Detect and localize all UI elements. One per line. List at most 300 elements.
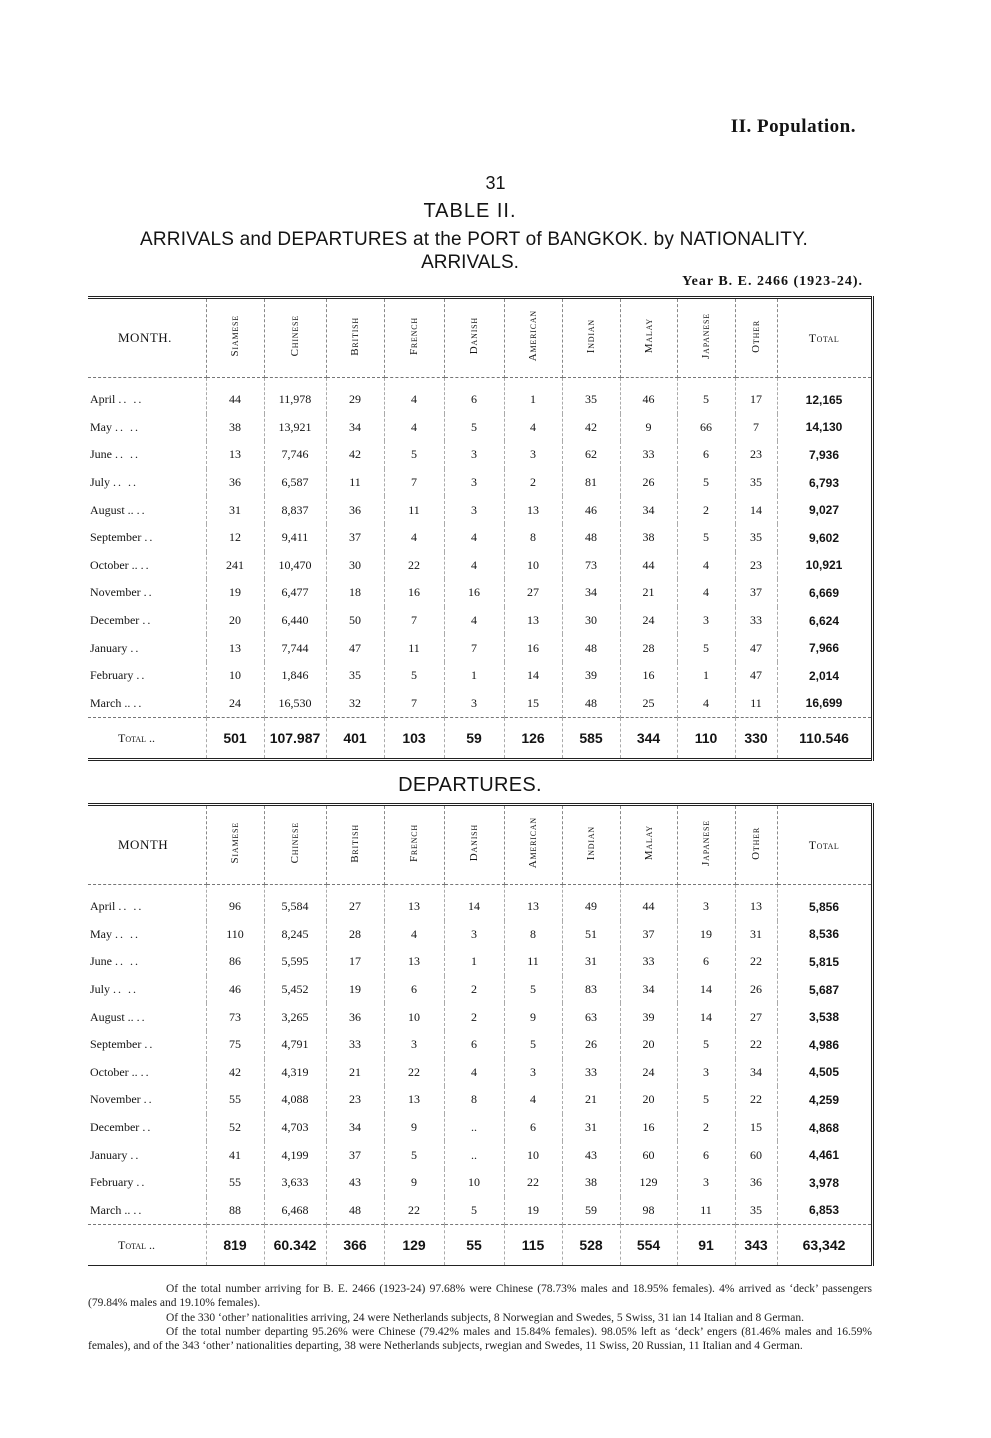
cell-chinese: 6,440	[264, 607, 326, 635]
cell-japanese: 5	[677, 1031, 735, 1059]
month-cell	[88, 552, 206, 580]
cell-british: 43	[326, 1169, 384, 1197]
departures-table-body	[88, 805, 872, 1266]
cell-british: 50	[326, 607, 384, 635]
cell-british: 27	[326, 885, 384, 921]
total-other: 330	[735, 718, 777, 760]
column-header-french: French	[384, 298, 444, 378]
column-header-other: Other	[735, 298, 777, 378]
cell-indian: 30	[562, 607, 620, 635]
table-row	[88, 1114, 872, 1142]
cell-siamese: 55	[206, 1169, 264, 1197]
cell-indian: 31	[562, 1114, 620, 1142]
cell-british: 48	[326, 1197, 384, 1225]
cell-other: 34	[735, 1059, 777, 1087]
cell-chinese: 8,837	[264, 496, 326, 524]
month-label: August ..	[90, 502, 134, 517]
leader-dots: .. ..	[113, 982, 139, 997]
cell-chinese: 7,746	[264, 441, 326, 469]
cell-siamese: 46	[206, 976, 264, 1004]
month-label: May	[90, 419, 112, 434]
month-cell	[88, 976, 206, 1004]
departures-header-row	[88, 805, 872, 885]
table-row	[88, 1141, 872, 1169]
cell-malay: 24	[620, 1059, 677, 1087]
month-label: December	[90, 613, 140, 628]
cell-indian: 46	[562, 496, 620, 524]
leader-dots: .. ..	[115, 954, 140, 969]
cell-danish: 10	[444, 1169, 504, 1197]
table-row	[88, 378, 872, 414]
cell-chinese: 5,584	[264, 885, 326, 921]
month-cell	[88, 579, 206, 607]
grand-total: 110.546	[777, 718, 872, 760]
cell-malay: 20	[620, 1086, 677, 1114]
cell-british: 33	[326, 1031, 384, 1059]
cell-chinese: 6,587	[264, 469, 326, 497]
column-header-siamese: Siamese	[206, 298, 264, 378]
cell-malay: 16	[620, 1114, 677, 1142]
cell-indian: 42	[562, 414, 620, 442]
month-cell	[88, 1197, 206, 1225]
total-japanese: 110	[677, 718, 735, 760]
cell-other: 47	[735, 662, 777, 690]
month-label: October ..	[90, 557, 138, 572]
table-row	[88, 1031, 872, 1059]
column-header-indian: Indian	[562, 298, 620, 378]
cell-malay: 60	[620, 1141, 677, 1169]
cell-indian: 63	[562, 1003, 620, 1031]
totals-label: Total ..	[88, 1225, 206, 1266]
cell-french: 4	[384, 414, 444, 442]
month-cell	[88, 1059, 206, 1087]
cell-british: 36	[326, 1003, 384, 1031]
table-row	[88, 634, 872, 662]
cell-danish: ..	[444, 1114, 504, 1142]
cell-japanese: 3	[677, 1059, 735, 1087]
month-label: June	[90, 954, 112, 969]
cell-american: 4	[504, 414, 562, 442]
month-cell	[88, 634, 206, 662]
cell-siamese: 75	[206, 1031, 264, 1059]
cell-japanese: 5	[677, 524, 735, 552]
cell-siamese: 110	[206, 921, 264, 949]
cell-malay: 24	[620, 607, 677, 635]
cell-japanese: 5	[677, 378, 735, 414]
total-american: 115	[504, 1225, 562, 1266]
cell-total: 4,505	[777, 1059, 872, 1087]
cell-chinese: 9,411	[264, 524, 326, 552]
column-header-japanese: Japanese	[677, 805, 735, 885]
cell-chinese: 8,245	[264, 921, 326, 949]
month-label: November	[90, 1092, 141, 1107]
cell-chinese: 3,633	[264, 1169, 326, 1197]
cell-malay: 21	[620, 579, 677, 607]
column-header-danish: Danish	[444, 805, 504, 885]
leader-dots: ..	[136, 668, 147, 683]
month-cell	[88, 524, 206, 552]
cell-siamese: 19	[206, 579, 264, 607]
cell-british: 29	[326, 378, 384, 414]
month-label: July	[90, 475, 111, 490]
cell-total: 4,868	[777, 1114, 872, 1142]
column-header-malay: Malay	[620, 298, 677, 378]
cell-british: 35	[326, 662, 384, 690]
cell-japanese: 2	[677, 496, 735, 524]
cell-french: 4	[384, 921, 444, 949]
cell-american: 19	[504, 1197, 562, 1225]
cell-indian: 48	[562, 634, 620, 662]
cell-other: 26	[735, 976, 777, 1004]
month-label: April	[90, 392, 116, 407]
cell-american: 8	[504, 921, 562, 949]
year-line: Year B. E. 2466 (1923-24).	[682, 274, 863, 289]
cell-chinese: 4,703	[264, 1114, 326, 1142]
month-cell	[88, 378, 206, 414]
month-label: October ..	[90, 1064, 138, 1079]
cell-other: 7	[735, 414, 777, 442]
cell-malay: 34	[620, 496, 677, 524]
cell-american: 16	[504, 634, 562, 662]
cell-japanese: 3	[677, 607, 735, 635]
cell-danish: 1	[444, 948, 504, 976]
cell-siamese: 55	[206, 1086, 264, 1114]
cell-other: 23	[735, 552, 777, 580]
cell-total: 6,793	[777, 469, 872, 497]
total-american: 126	[504, 718, 562, 760]
cell-total: 6,624	[777, 607, 872, 635]
total-indian: 585	[562, 718, 620, 760]
cell-indian: 31	[562, 948, 620, 976]
table-row	[88, 921, 872, 949]
cell-total: 12,165	[777, 378, 872, 414]
month-label: January	[90, 1147, 128, 1162]
cell-other: 23	[735, 441, 777, 469]
cell-indian: 26	[562, 1031, 620, 1059]
cell-french: 16	[384, 579, 444, 607]
cell-danish: 6	[444, 1031, 504, 1059]
cell-other: 47	[735, 634, 777, 662]
table-row	[88, 885, 872, 921]
cell-british: 23	[326, 1086, 384, 1114]
table-row	[88, 1059, 872, 1087]
column-header-malay: Malay	[620, 805, 677, 885]
footnote-departures: Of the total number departing 95.26% were Chinese (79.42% males and 15.84% females). 98.05% left as ‘deck’ engers (81.46% males and 16.59% females), and of the 343 ‘other’ nationalities departing, 38 were Netherlands subjects, rwegian and Swedes, 11 Swiss, 20 Russian, 11 Italian and 4 German.	[88, 1325, 872, 1353]
cell-chinese: 4,088	[264, 1086, 326, 1114]
cell-french: 5	[384, 441, 444, 469]
cell-danish: ..	[444, 1141, 504, 1169]
cell-other: 35	[735, 524, 777, 552]
month-cell	[88, 948, 206, 976]
departures-subtitle: DEPARTURES.	[398, 774, 542, 796]
cell-american: 14	[504, 662, 562, 690]
cell-other: 35	[735, 469, 777, 497]
cell-danish: 4	[444, 524, 504, 552]
cell-total: 9,602	[777, 524, 872, 552]
grand-total: 63,342	[777, 1225, 872, 1266]
cell-american: 5	[504, 976, 562, 1004]
cell-danish: 2	[444, 1003, 504, 1031]
cell-other: 15	[735, 1114, 777, 1142]
cell-siamese: 241	[206, 552, 264, 580]
total-chinese: 60.342	[264, 1225, 326, 1266]
leader-dots: .. ..	[118, 392, 144, 407]
total-japanese: 91	[677, 1225, 735, 1266]
table-row	[88, 1003, 872, 1031]
month-column-header: MONTH	[88, 805, 206, 885]
cell-japanese: 4	[677, 579, 735, 607]
total-column-header: Total	[777, 805, 872, 885]
cell-chinese: 4,791	[264, 1031, 326, 1059]
cell-danish: 3	[444, 469, 504, 497]
cell-chinese: 10,470	[264, 552, 326, 580]
cell-siamese: 12	[206, 524, 264, 552]
month-cell	[88, 1169, 206, 1197]
cell-total: 2,014	[777, 662, 872, 690]
cell-indian: 38	[562, 1169, 620, 1197]
cell-british: 11	[326, 469, 384, 497]
total-french: 129	[384, 1225, 444, 1266]
cell-malay: 16	[620, 662, 677, 690]
cell-siamese: 38	[206, 414, 264, 442]
month-label: December	[90, 1120, 140, 1135]
cell-malay: 26	[620, 469, 677, 497]
total-other: 343	[735, 1225, 777, 1266]
cell-japanese: 1	[677, 662, 735, 690]
leader-dots: .. ..	[118, 899, 144, 914]
cell-american: 13	[504, 607, 562, 635]
cell-total: 3,978	[777, 1169, 872, 1197]
cell-total: 6,669	[777, 579, 872, 607]
cell-japanese: 14	[677, 1003, 735, 1031]
cell-american: 6	[504, 1114, 562, 1142]
total-malay: 344	[620, 718, 677, 760]
cell-japanese: 3	[677, 885, 735, 921]
month-label: January	[90, 640, 128, 655]
cell-american: 11	[504, 948, 562, 976]
cell-siamese: 31	[206, 496, 264, 524]
table-row	[88, 1086, 872, 1114]
month-label: March ..	[90, 1202, 131, 1217]
cell-indian: 49	[562, 885, 620, 921]
total-indian: 528	[562, 1225, 620, 1266]
cell-total: 6,853	[777, 1197, 872, 1225]
leader-dots: ..	[142, 613, 153, 628]
cell-malay: 9	[620, 414, 677, 442]
total-french: 103	[384, 718, 444, 760]
cell-japanese: 6	[677, 441, 735, 469]
cell-french: 22	[384, 552, 444, 580]
leader-dots: .. ..	[115, 926, 140, 941]
cell-chinese: 7,744	[264, 634, 326, 662]
cell-french: 10	[384, 1003, 444, 1031]
total-danish: 59	[444, 718, 504, 760]
arrivals-table	[88, 296, 874, 761]
cell-american: 10	[504, 1141, 562, 1169]
cell-indian: 21	[562, 1086, 620, 1114]
cell-siamese: 41	[206, 1141, 264, 1169]
cell-french: 9	[384, 1169, 444, 1197]
cell-japanese: 4	[677, 552, 735, 580]
cell-malay: 34	[620, 976, 677, 1004]
table-row	[88, 690, 872, 718]
cell-british: 30	[326, 552, 384, 580]
cell-malay: 44	[620, 885, 677, 921]
month-label: March ..	[90, 695, 131, 710]
cell-other: 35	[735, 1197, 777, 1225]
cell-british: 42	[326, 441, 384, 469]
month-cell	[88, 414, 206, 442]
cell-total: 7,936	[777, 441, 872, 469]
leader-dots: ..	[133, 1202, 144, 1217]
month-label: July	[90, 982, 111, 997]
table-row	[88, 441, 872, 469]
cell-other: 22	[735, 1031, 777, 1059]
month-cell	[88, 1114, 206, 1142]
cell-chinese: 1,846	[264, 662, 326, 690]
cell-siamese: 42	[206, 1059, 264, 1087]
cell-danish: 4	[444, 607, 504, 635]
cell-total: 5,687	[777, 976, 872, 1004]
cell-danish: 4	[444, 1059, 504, 1087]
cell-malay: 28	[620, 634, 677, 662]
cell-total: 8,536	[777, 921, 872, 949]
cell-indian: 51	[562, 921, 620, 949]
month-label: September	[90, 530, 142, 545]
cell-malay: 33	[620, 441, 677, 469]
table-row	[88, 414, 872, 442]
cell-japanese: 5	[677, 469, 735, 497]
cell-french: 22	[384, 1197, 444, 1225]
cell-chinese: 6,477	[264, 579, 326, 607]
column-header-french: French	[384, 805, 444, 885]
cell-american: 3	[504, 441, 562, 469]
table-row	[88, 948, 872, 976]
month-cell	[88, 690, 206, 718]
cell-american: 8	[504, 524, 562, 552]
leader-dots: ..	[136, 1009, 147, 1024]
page-number: 31	[485, 173, 506, 193]
cell-malay: 98	[620, 1197, 677, 1225]
departures-table	[88, 803, 874, 1266]
cell-malay: 20	[620, 1031, 677, 1059]
cell-american: 3	[504, 1059, 562, 1087]
cell-american: 4	[504, 1086, 562, 1114]
table-row	[88, 496, 872, 524]
leader-dots: ..	[133, 695, 144, 710]
cell-danish: 3	[444, 441, 504, 469]
cell-indian: 34	[562, 579, 620, 607]
cell-malay: 39	[620, 1003, 677, 1031]
cell-danish: 8	[444, 1086, 504, 1114]
table-row	[88, 469, 872, 497]
total-british: 401	[326, 718, 384, 760]
cell-siamese: 13	[206, 441, 264, 469]
cell-french: 7	[384, 469, 444, 497]
cell-french: 6	[384, 976, 444, 1004]
cell-other: 60	[735, 1141, 777, 1169]
column-header-siamese: Siamese	[206, 805, 264, 885]
cell-other: 11	[735, 690, 777, 718]
cell-japanese: 2	[677, 1114, 735, 1142]
cell-siamese: 86	[206, 948, 264, 976]
totals-label: Total ..	[88, 718, 206, 760]
cell-british: 34	[326, 1114, 384, 1142]
cell-american: 2	[504, 469, 562, 497]
cell-danish: 7	[444, 634, 504, 662]
cell-chinese: 16,530	[264, 690, 326, 718]
cell-danish: 4	[444, 552, 504, 580]
total-chinese: 107.987	[264, 718, 326, 760]
cell-chinese: 6,468	[264, 1197, 326, 1225]
leader-dots: ..	[143, 1092, 154, 1107]
column-header-american: American	[504, 805, 562, 885]
column-header-american: American	[504, 298, 562, 378]
cell-indian: 62	[562, 441, 620, 469]
footnote-arrivals: Of the total number arriving for B. E. 2466 (1923-24) 97.68% were Chinese (78.73% males and 18.95% females). 4% arrived as ‘deck’ passengers (79.84% males and 19.10% females).	[88, 1283, 872, 1310]
cell-other: 27	[735, 1003, 777, 1031]
table-row	[88, 579, 872, 607]
cell-american: 1	[504, 378, 562, 414]
footnote-other-arrivals: Of the 330 ‘other’ nationalities arriving, 24 were Netherlands subjects, 8 Norwegian and Swedes, 5 Swiss, 31 ian 14 Italian and 8 German.	[166, 1311, 804, 1324]
cell-danish: 3	[444, 921, 504, 949]
cell-japanese: 66	[677, 414, 735, 442]
month-label: April	[90, 899, 116, 914]
leader-dots: ..	[140, 1064, 151, 1079]
cell-malay: 38	[620, 524, 677, 552]
cell-siamese: 52	[206, 1114, 264, 1142]
cell-british: 37	[326, 524, 384, 552]
month-column-header: MONTH.	[88, 298, 206, 378]
leader-dots: .. ..	[113, 475, 139, 490]
table-row	[88, 976, 872, 1004]
cell-other: 14	[735, 496, 777, 524]
cell-total: 5,815	[777, 948, 872, 976]
cell-british: 32	[326, 690, 384, 718]
cell-french: 13	[384, 1086, 444, 1114]
cell-malay: 25	[620, 690, 677, 718]
cell-british: 17	[326, 948, 384, 976]
cell-total: 4,461	[777, 1141, 872, 1169]
table-title: ARRIVALS and DEPARTURES at the PORT of BANGKOK. by NATIONALITY.	[140, 229, 808, 250]
cell-danish: 5	[444, 1197, 504, 1225]
arrivals-header-row	[88, 298, 872, 378]
cell-japanese: 6	[677, 1141, 735, 1169]
cell-siamese: 44	[206, 378, 264, 414]
cell-malay: 46	[620, 378, 677, 414]
cell-siamese: 96	[206, 885, 264, 921]
cell-british: 18	[326, 579, 384, 607]
total-siamese: 819	[206, 1225, 264, 1266]
cell-danish: 2	[444, 976, 504, 1004]
cell-indian: 73	[562, 552, 620, 580]
cell-total: 14,130	[777, 414, 872, 442]
cell-siamese: 13	[206, 634, 264, 662]
table-label: TABLE II.	[423, 200, 517, 222]
month-cell	[88, 1031, 206, 1059]
column-header-british: British	[326, 805, 384, 885]
cell-american: 13	[504, 496, 562, 524]
arrivals-subtitle: ARRIVALS.	[421, 252, 519, 273]
cell-danish: 3	[444, 690, 504, 718]
column-header-chinese: Chinese	[264, 805, 326, 885]
cell-japanese: 5	[677, 634, 735, 662]
cell-japanese: 6	[677, 948, 735, 976]
cell-indian: 59	[562, 1197, 620, 1225]
column-header-chinese: Chinese	[264, 298, 326, 378]
cell-chinese: 4,199	[264, 1141, 326, 1169]
cell-indian: 81	[562, 469, 620, 497]
